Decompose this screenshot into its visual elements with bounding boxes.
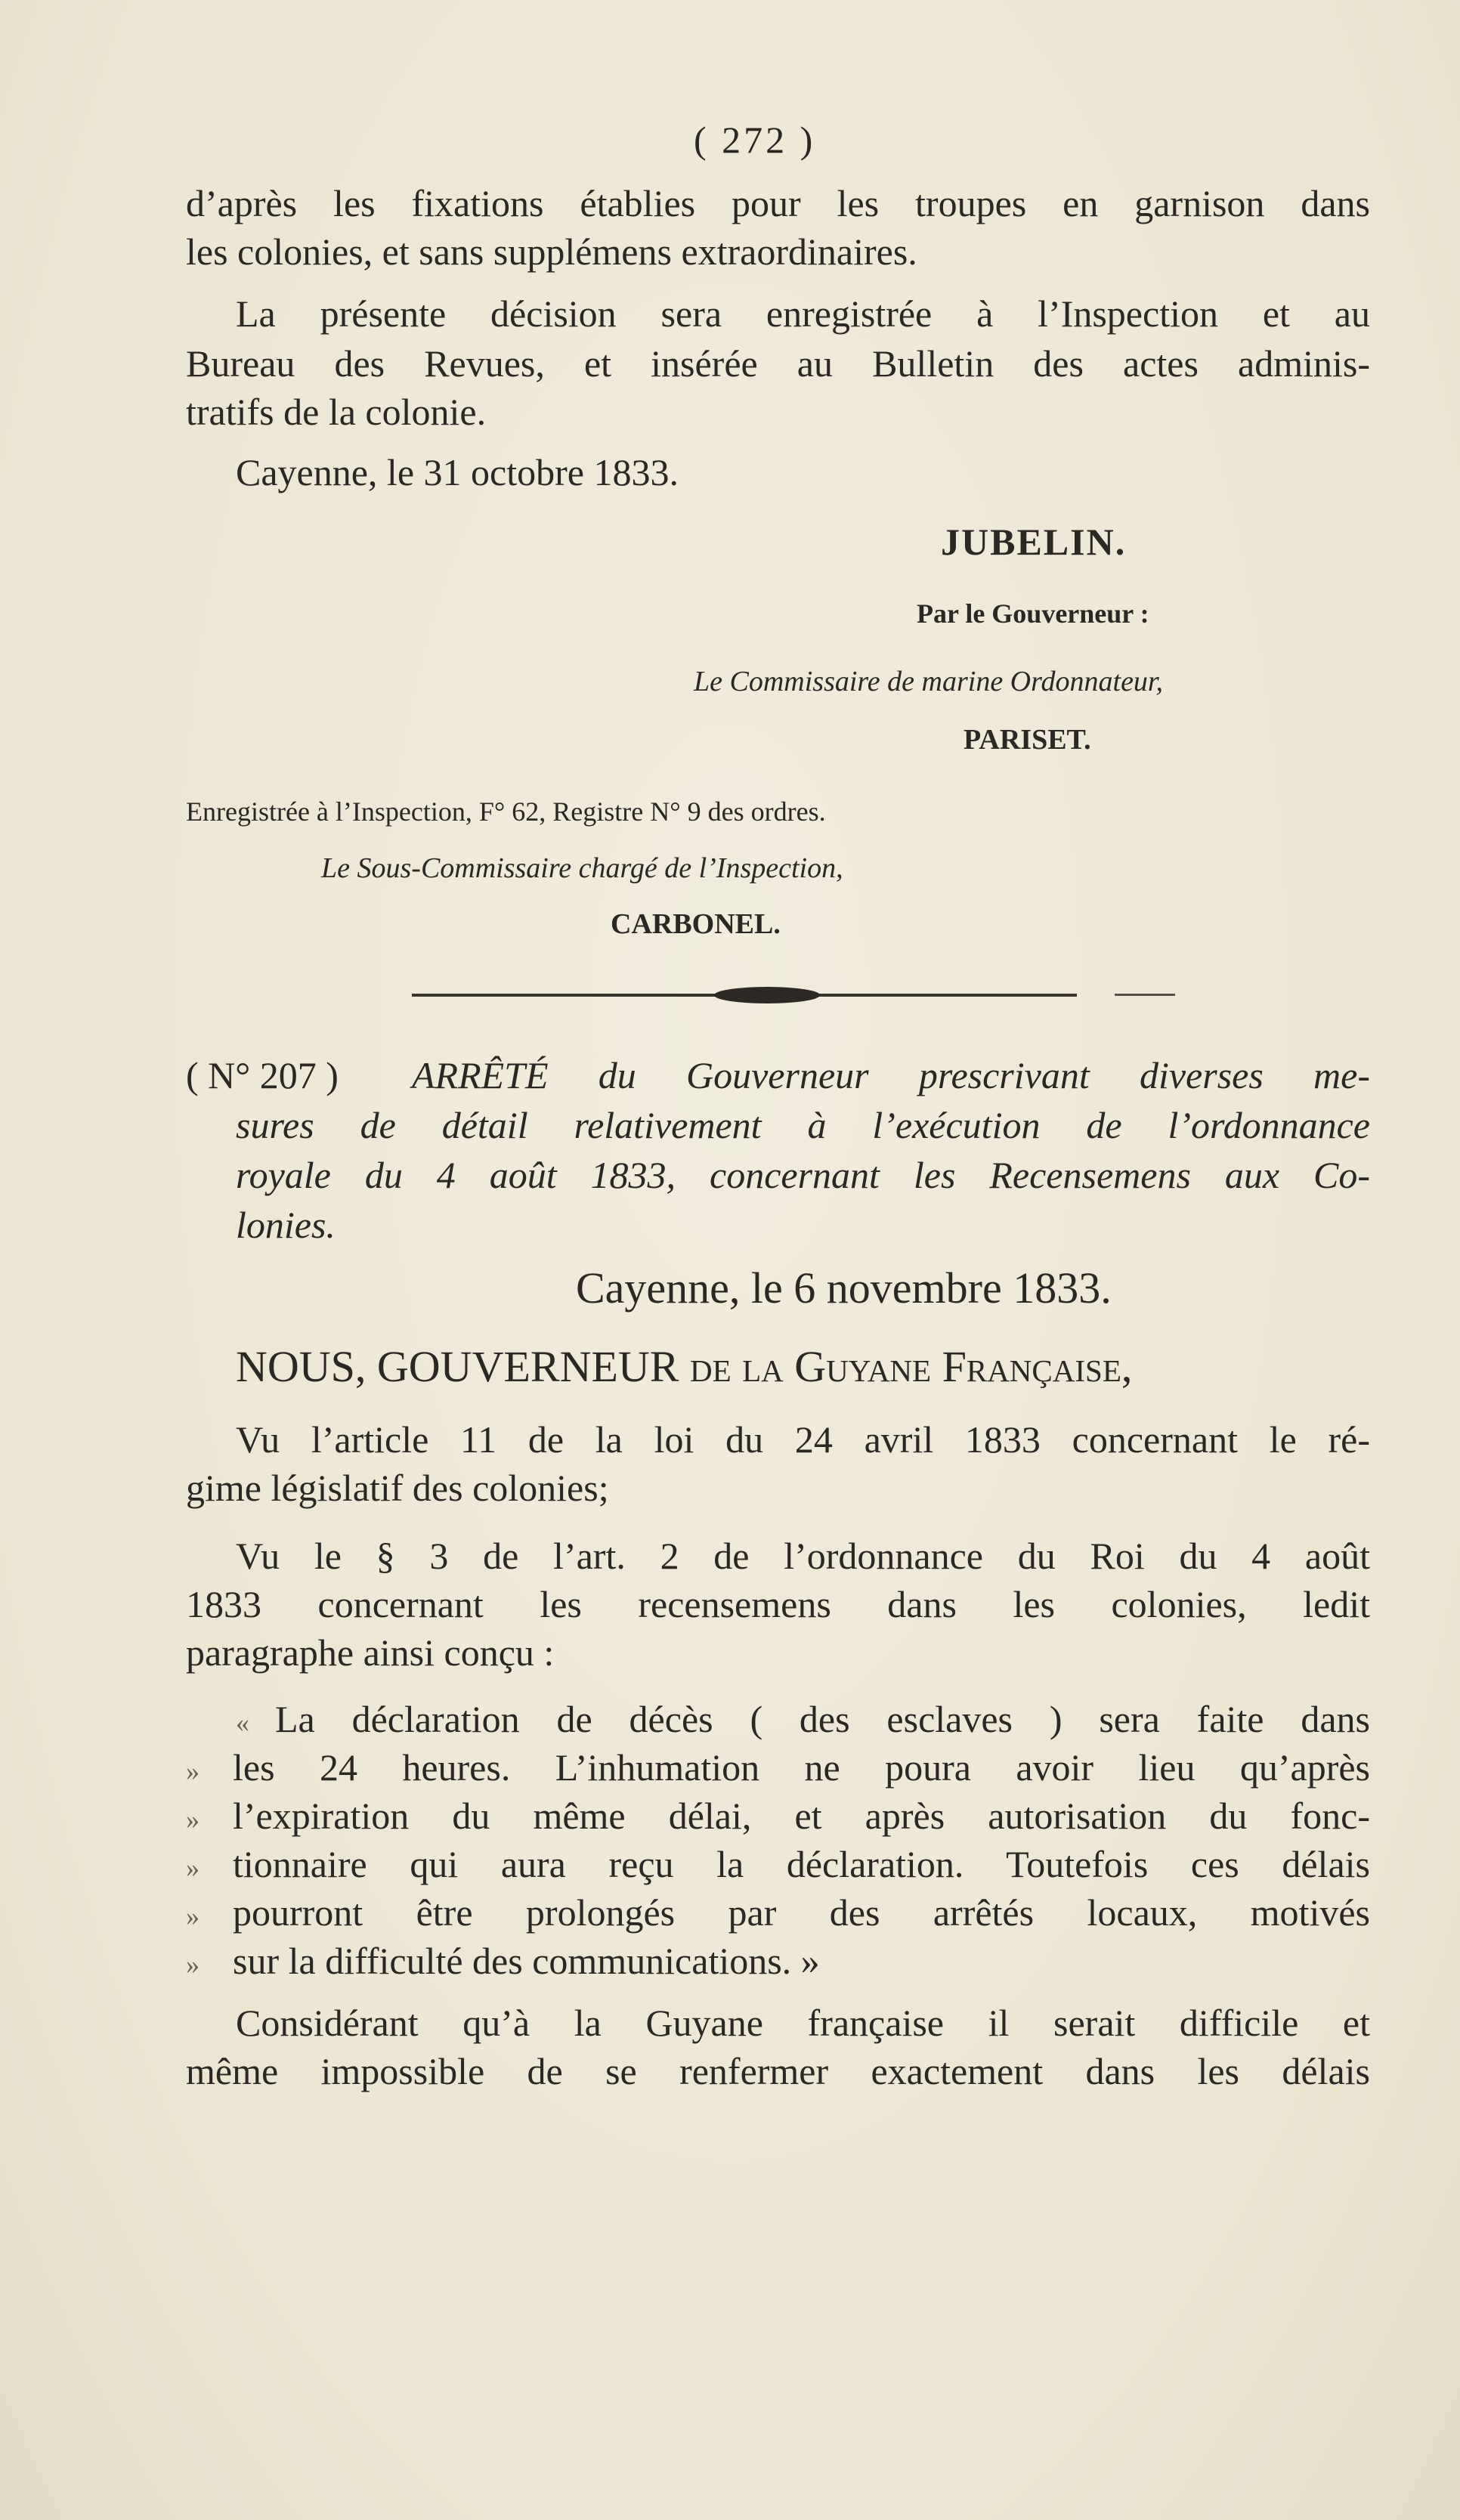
vu-paragraph-line-2: 1833 concernant les recensemens dans les colonies, ledit [186,1583,1370,1625]
place-date: Cayenne, le 6 novembre 1833. [576,1263,1112,1313]
sous-commissaire-title: Le Sous-Commissaire chargé de l’Inspection, [321,852,843,884]
decision-line-2: Bureau des Revues, et insérée au Bulletin des actes adminis- [186,342,1370,385]
quote-mark-6: » [186,1950,200,1980]
continuation-line-1: d’après les fixations établies pour les troupes en garnison dans [186,182,1370,224]
arrete-title-line-4: lonies. [236,1204,336,1246]
date-line: Cayenne, le 31 octobre 1833. [236,451,679,493]
par-le-gouverneur: Par le Gouverneur : [917,598,1149,629]
vu-article-line-2: gime législatif des colonies; [186,1467,609,1509]
nous-gouverneur-line: NOUS, GOUVERNEUR de la Guyane Française, [236,1342,1133,1391]
registration-line: Enregistrée à l’Inspection, F° 62, Registre N° 9 des ordres. [186,796,826,827]
arrete-title-line-3: royale du 4 août 1833, concernant les Recensemens aux Co- [236,1154,1370,1196]
signature-jubelin: JUBELIN. [941,521,1127,563]
quote-mark-4: » [186,1853,200,1883]
commissaire-title: Le Commissaire de marine Ordonnateur, [694,666,1164,697]
divider-tail [1115,994,1175,996]
arrete-title-line-1: ARRÊTÉ du Gouverneur prescrivant diverses me- [412,1054,1370,1096]
decision-line-3: tratifs de la colonie. [186,391,487,433]
quote-mark-3: » [186,1804,200,1835]
arrete-number: ( N° 207 ) [186,1054,339,1096]
quote-line-5: pourront être prolongés par des arrêtés locaux, motivés [233,1891,1370,1934]
quote-mark-5: » [186,1901,200,1931]
considerant-line-2: même impossible de se renfermer exactement dans les délais [186,2050,1370,2092]
quote-line-6: sur la difficulté des communications. » [233,1940,820,1982]
quote-line-3: l’expiration du même délai, et après autorisation du fonc- [233,1795,1370,1837]
quote-line-1: La déclaration de décès ( des esclaves ) sera faite dans [275,1698,1370,1740]
vu-paragraph-line-1: Vu le § 3 de l’art. 2 de l’ordonnance du Roi du 4 août [236,1535,1370,1577]
quote-mark-2: » [186,1756,200,1786]
vu-paragraph-line-3: paragraphe ainsi conçu : [186,1631,555,1674]
sous-commissaire-name: CARBONEL. [611,908,781,940]
divider-ornament [714,987,820,1003]
arrete-title-line-2: sures de détail relativement à l’exécution de l’ordonnance [236,1104,1370,1146]
decision-line-1: La présente décision sera enregistrée à l’Inspection et au [236,292,1370,335]
vu-article-line-1: Vu l’article 11 de la loi du 24 avril 1833 concernant le ré- [236,1418,1370,1461]
quote-mark-1: « [236,1708,249,1738]
considerant-line-1: Considérant qu’à la Guyane française il serait difficile et [236,2002,1370,2044]
commissaire-name: PARISET. [964,724,1091,756]
page-number: ( 272 ) [694,119,816,161]
quote-line-4: tionnaire qui aura reçu la déclaration. Toutefois ces délais [233,1843,1370,1885]
quote-line-2: les 24 heures. L’inhumation ne poura avoir lieu qu’après [233,1746,1370,1789]
continuation-line-2: les colonies, et sans supplémens extraordinaires. [186,230,917,273]
